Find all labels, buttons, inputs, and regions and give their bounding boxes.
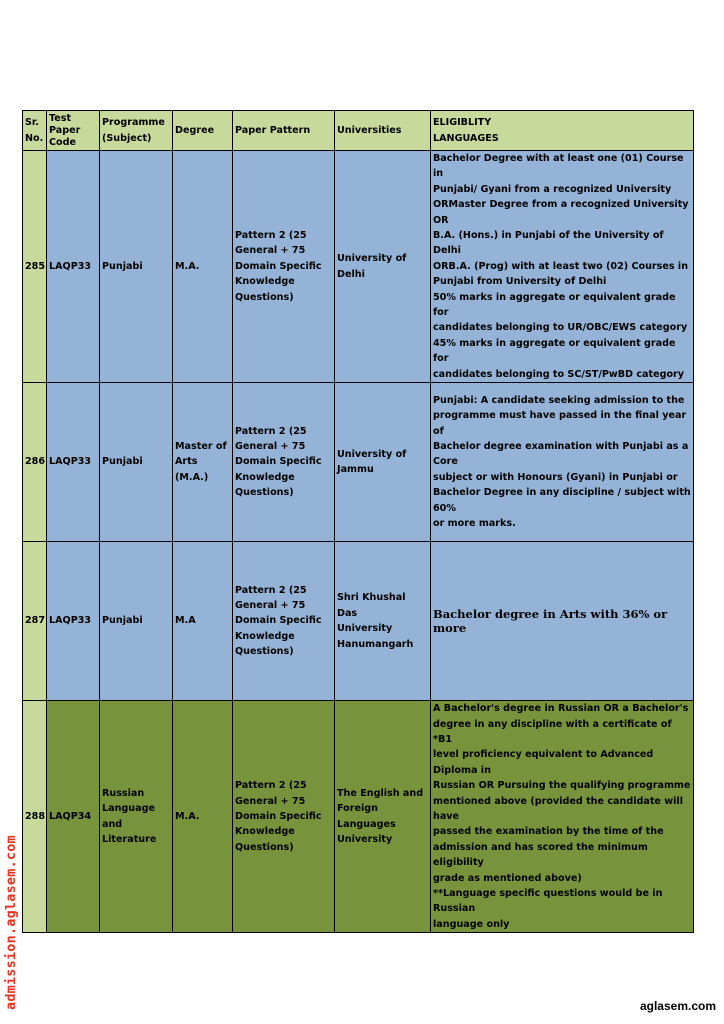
table-header-row bbox=[23, 111, 694, 151]
cell-code: LAQP34 bbox=[47, 701, 100, 933]
header-paper-pattern: Paper Pattern bbox=[233, 111, 335, 151]
cell-degree: Master of Arts (M.A.) bbox=[173, 383, 233, 542]
cell-sr-no: 286 bbox=[23, 383, 47, 542]
header-test-paper-code: Test Paper Code bbox=[47, 111, 100, 151]
cell-pattern: Pattern 2 (25 General + 75 Domain Specific Knowledge Questions) bbox=[233, 701, 335, 933]
cell-degree: M.A bbox=[173, 542, 233, 701]
watermark: admission.aglasem.com bbox=[3, 835, 19, 1010]
table-row bbox=[23, 151, 694, 383]
cell-programme: Punjabi bbox=[100, 151, 173, 383]
cell-programme: Punjabi bbox=[100, 383, 173, 542]
cell-university: University of Jammu bbox=[335, 383, 431, 542]
header-eligibility: ELIGIBLITY LANGUAGES bbox=[431, 111, 694, 151]
cell-eligibility: Bachelor Degree with at least one (01) Course in Punjabi/ Gyani from a recognized University ORMaster Degree from a recognized University OR B.A. (Hons.) in Punjabi of the University of Delhi ORB.A. (Prog) with at least two (02) Courses in Punjabi from University of Delhi 50% marks in aggregate or equivalent grade for candidates belonging to UR/OBC/EWS category 45% marks in aggregate or equivalent grade for candidates belonging to SC/ST/PwBD category bbox=[431, 151, 694, 383]
cell-university: University of Delhi bbox=[335, 151, 431, 383]
cell-pattern: Pattern 2 (25 General + 75 Domain Specific Knowledge Questions) bbox=[233, 151, 335, 383]
footer-site-name: aglasem.com bbox=[639, 999, 716, 1013]
cell-degree: M.A. bbox=[173, 701, 233, 933]
cell-sr-no: 288 bbox=[23, 701, 47, 933]
cell-eligibility: Bachelor degree in Arts with 36% or more bbox=[431, 542, 694, 701]
cell-code: LAQP33 bbox=[47, 542, 100, 701]
cell-pattern: Pattern 2 (25 General + 75 Domain Specific Knowledge Questions) bbox=[233, 542, 335, 701]
cell-eligibility: A Bachelor's degree in Russian OR a Bachelor's degree in any discipline with a certificate of *B1 level proficiency equivalent to Advanced Diploma in Russian OR Pursuing the qualifying programme mentioned above (provided the candidate will have passed the examination by the time of the admission and has scored the minimum eligibility grade as mentioned above) **Language specific questions would be in Russian language only bbox=[431, 701, 694, 933]
header-universities: Universities bbox=[335, 111, 431, 151]
header-sr-no: Sr. No. bbox=[23, 111, 47, 151]
cell-programme: Russian Language and Literature bbox=[100, 701, 173, 933]
eligibility-table bbox=[22, 110, 694, 933]
table-row bbox=[23, 383, 694, 542]
cell-sr-no: 287 bbox=[23, 542, 47, 701]
cell-university: Shri Khushal Das University Hanumangarh bbox=[335, 542, 431, 701]
cell-degree: M.A. bbox=[173, 151, 233, 383]
cell-programme: Punjabi bbox=[100, 542, 173, 701]
table-row bbox=[23, 542, 694, 701]
cell-pattern: Pattern 2 (25 General + 75 Domain Specific Knowledge Questions) bbox=[233, 383, 335, 542]
header-programme: Programme (Subject) bbox=[100, 111, 173, 151]
cell-code: LAQP33 bbox=[47, 383, 100, 542]
table-row bbox=[23, 701, 694, 933]
header-degree: Degree bbox=[173, 111, 233, 151]
cell-sr-no: 285 bbox=[23, 151, 47, 383]
cell-eligibility: Punjabi: A candidate seeking admission to the programme must have passed in the final year of Bachelor degree examination with Punjabi as a Core subject or with Honours (Gyani) in Punjabi or Bachelor Degree in any discipline / subject with 60% or more marks. bbox=[431, 383, 694, 542]
cell-code: LAQP33 bbox=[47, 151, 100, 383]
cell-university: The English and Foreign Languages University bbox=[335, 701, 431, 933]
